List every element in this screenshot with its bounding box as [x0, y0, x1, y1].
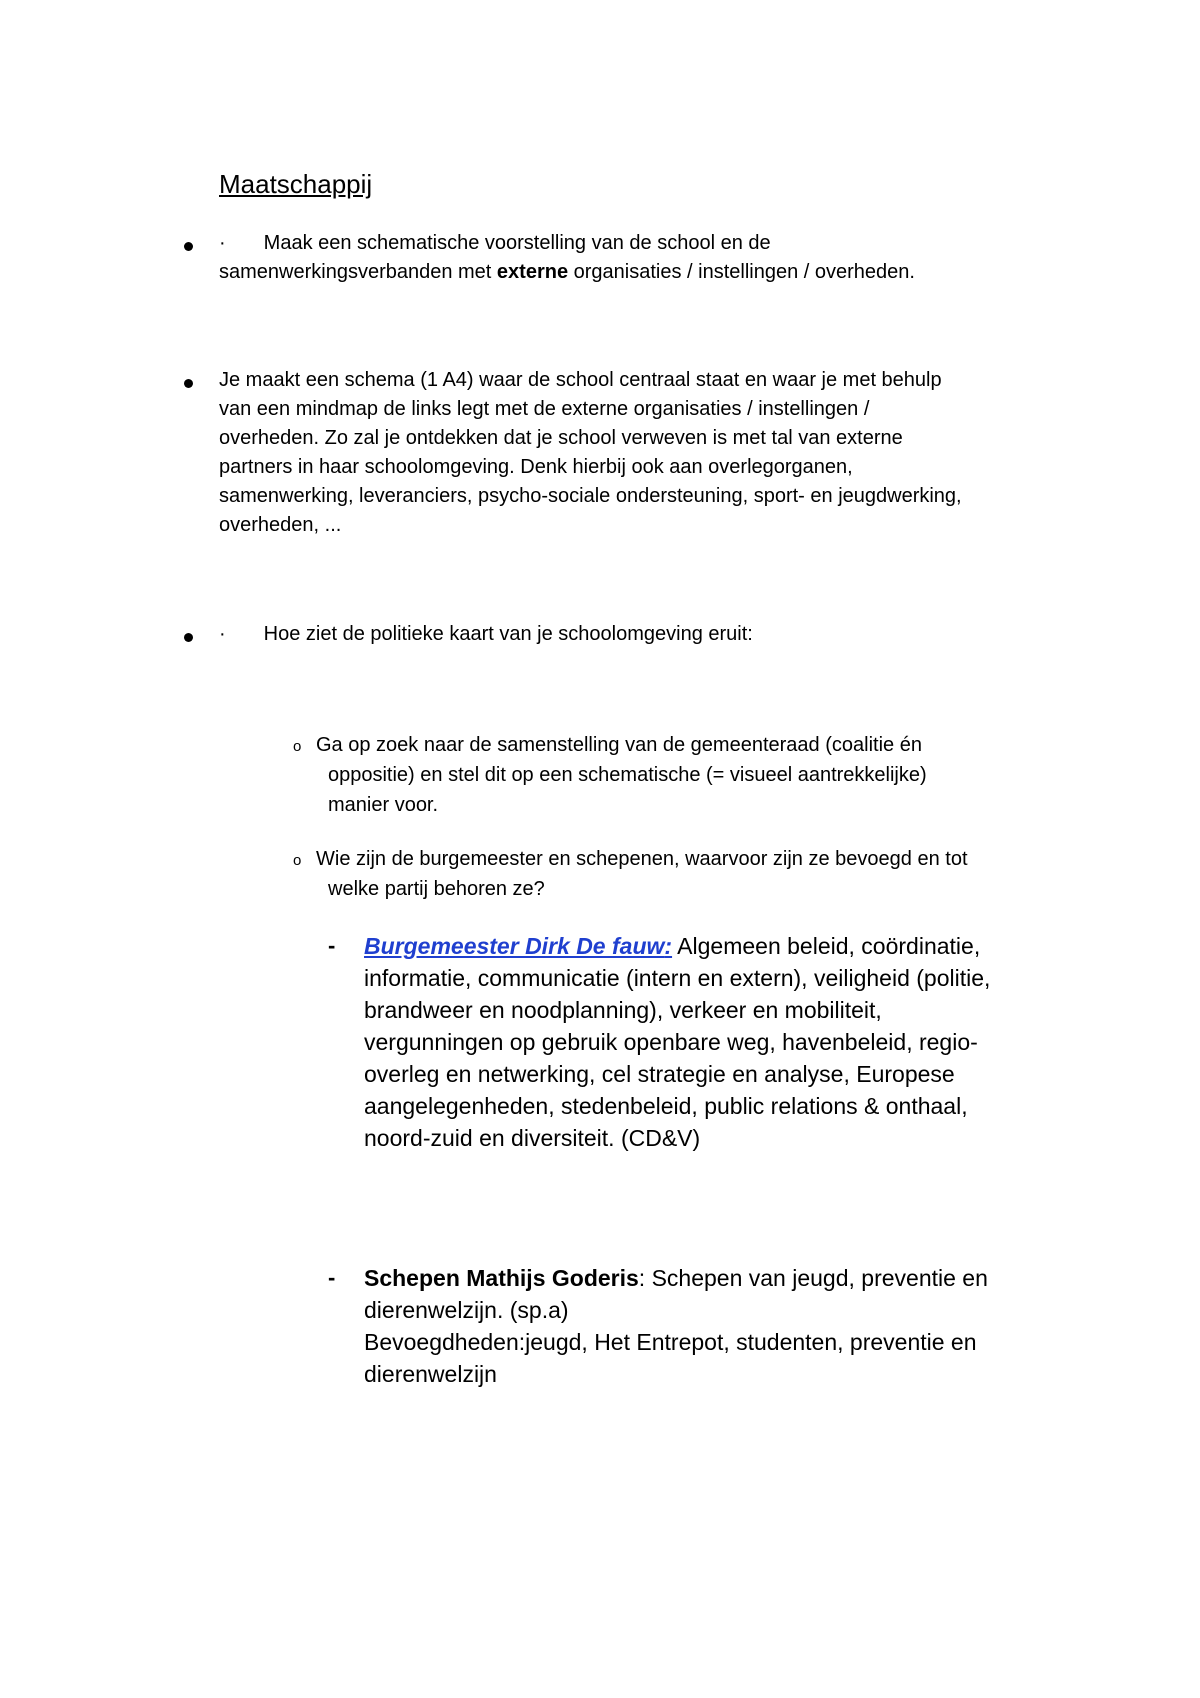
burgemeester-link[interactable]: Burgemeester Dirk De fauw [364, 933, 665, 959]
bullet-marker: · [219, 623, 226, 645]
dash1-line: noord-zuid en diversiteit. (CD&V) [364, 1125, 701, 1151]
dash2-line4: dierenwelzijn [364, 1361, 497, 1387]
dash-item-schepen [364, 1262, 1064, 1390]
dash2-line3: Bevoegdheden:jeugd, Het Entrepot, studenten, preventie en [364, 1329, 977, 1355]
bullet2-line: Je maakt een schema (1 A4) waar de school centraal staat en waar je met behulp [219, 369, 942, 391]
bullet1-line2-start: samenwerkingsverbanden met [219, 261, 497, 283]
sub2-line2: welke partij behoren ze? [328, 878, 545, 900]
sub-bullet-marker: o [293, 738, 302, 755]
sub-bullet-marker: o [293, 852, 302, 869]
dash1-line: informatie, communicatie (intern en extern), veiligheid (politie, [364, 965, 991, 991]
burgemeester-link-colon[interactable]: : [664, 933, 673, 959]
dash1-line: brandweer en noodplanning), verkeer en mobiliteit, [364, 997, 882, 1023]
sub1-line1: Ga op zoek naar de samenstelling van de gemeenteraad (coalitie én [316, 734, 922, 756]
dash-marker: - [328, 933, 336, 958]
bullet-item-1 [219, 229, 1069, 287]
bullet1-line1: Maak een schematische voorstelling van de school en de [263, 232, 771, 254]
page-title: Maatschappij [219, 169, 373, 199]
bullet-dot [184, 242, 193, 251]
dash1-line: aangelegenheden, stedenbeleid, public relations & onthaal, [364, 1093, 968, 1119]
sub-item-1 [316, 730, 1076, 820]
dash-marker: - [328, 1265, 336, 1290]
dash2-line1: : Schepen van jeugd, preventie en [638, 1265, 988, 1291]
dash2-line2: dierenwelzijn. (sp.a) [364, 1297, 569, 1323]
bullet-item-3 [219, 620, 1069, 649]
bullet2-line: samenwerking, leveranciers, psycho-sociale ondersteuning, sport- en jeugdwerking, [219, 485, 962, 507]
schepen-name: Schepen Mathijs Goderis [364, 1265, 639, 1291]
bullet-marker: · [219, 232, 226, 254]
bullet3-text: Hoe ziet de politieke kaart van je schoolomgeving eruit: [263, 623, 753, 645]
sub-item-2 [316, 844, 1076, 904]
dash1-line: Algemeen beleid, coördinatie, [672, 933, 981, 959]
sub2-line1: Wie zijn de burgemeester en schepenen, waarvoor zijn ze bevoegd en tot [316, 848, 968, 870]
bullet-dot [184, 633, 193, 642]
bullet2-line: van een mindmap de links legt met de externe organisaties / instellingen / [219, 398, 870, 420]
bullet1-line2-end: organisaties / instellingen / overheden. [568, 261, 915, 283]
bullet2-line: partners in haar schoolomgeving. Denk hierbij ook aan overlegorganen, [219, 456, 853, 478]
dash-item-burgemeester [364, 930, 1064, 1154]
sub1-line3: manier voor. [328, 794, 439, 816]
bullet2-line: overheden, ... [219, 514, 342, 536]
dash1-line: vergunningen op gebruik openbare weg, havenbeleid, regio- [364, 1029, 978, 1055]
dash1-line: overleg en netwerking, cel strategie en analyse, Europese [364, 1061, 955, 1087]
bullet-dot [184, 379, 193, 388]
bullet-item-2 [219, 366, 1069, 540]
sub1-line2: oppositie) en stel dit op een schematische (= visueel aantrekkelijke) [328, 764, 927, 786]
bullet2-line: overheden. Zo zal je ontdekken dat je school verweven is met tal van externe [219, 427, 903, 449]
bullet1-bold-word: externe [496, 261, 569, 283]
